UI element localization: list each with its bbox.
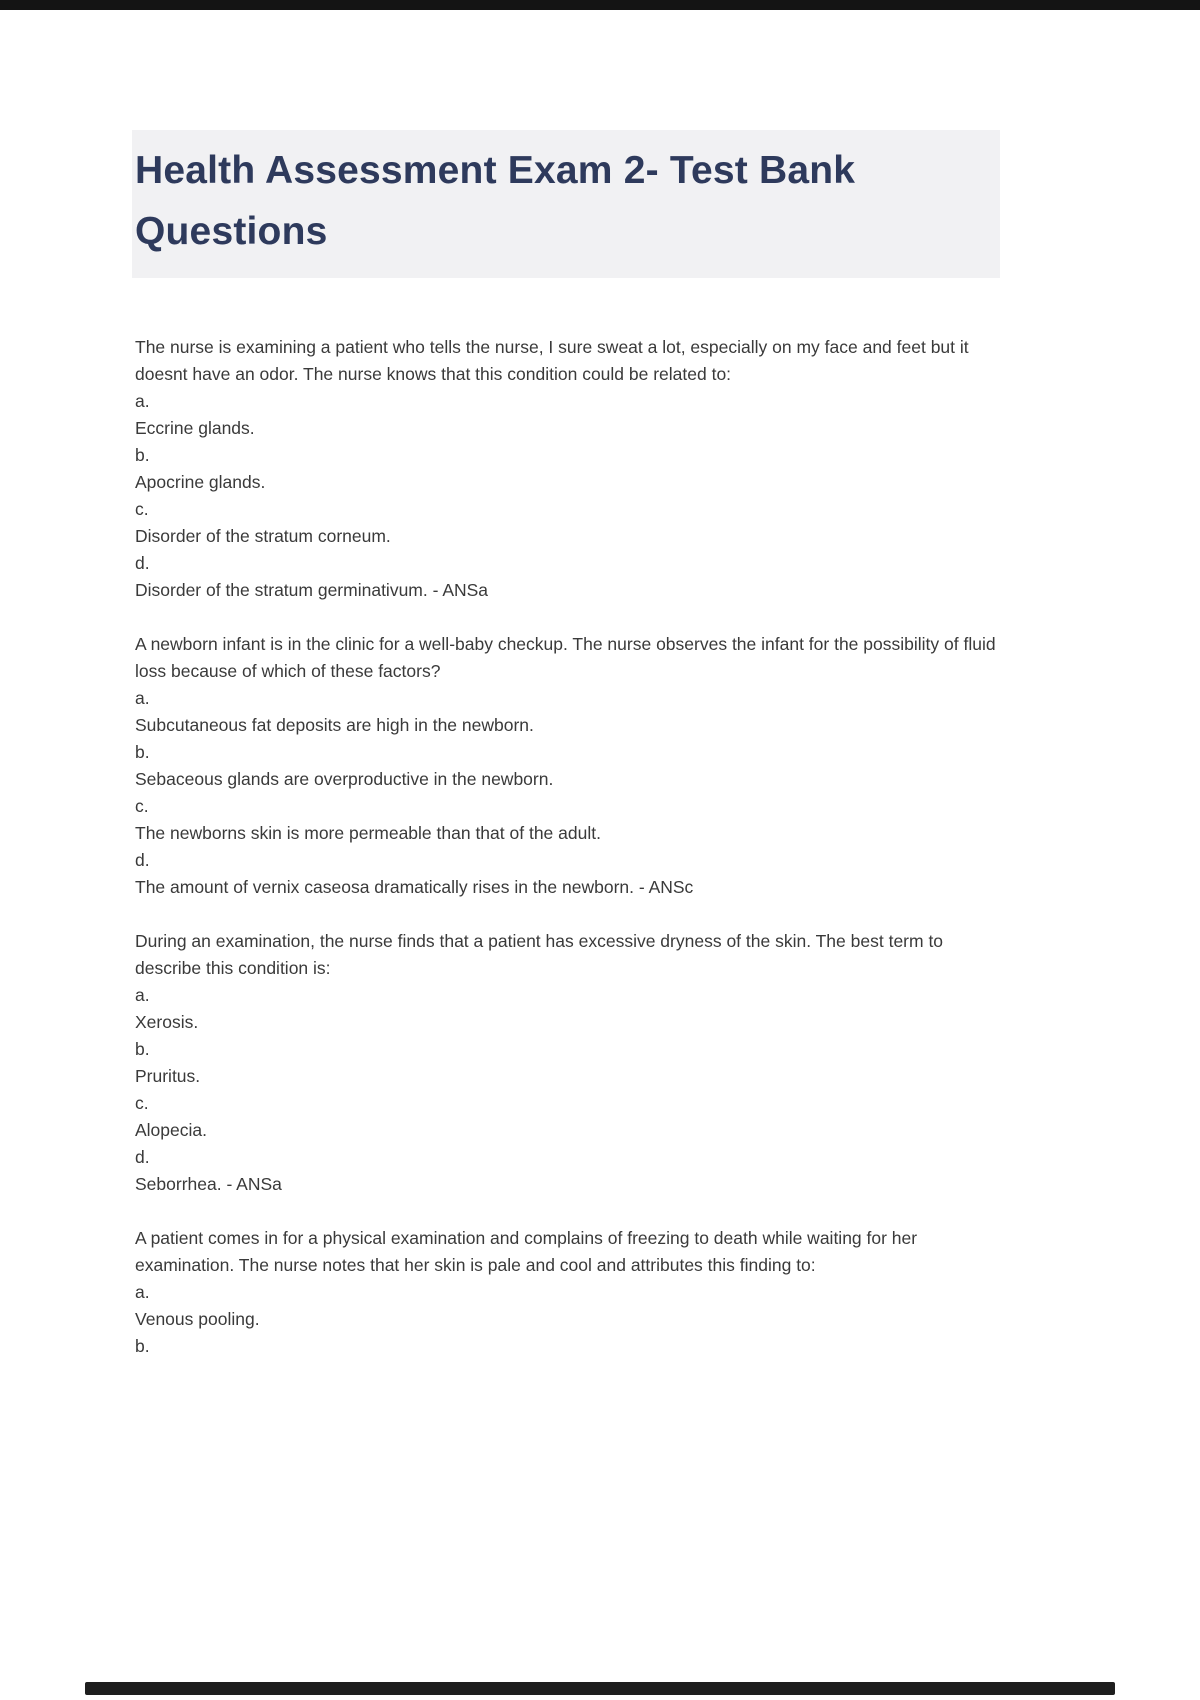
question	[135, 928, 1000, 1198]
question	[135, 631, 1000, 901]
question-lines	[135, 982, 1000, 1198]
question	[135, 1225, 1000, 1360]
bottom-edge-bar	[85, 1682, 1115, 1695]
option-text: Disorder of the stratum germinativum. - ANSa	[135, 580, 489, 600]
questions	[135, 334, 1000, 1360]
option-text: Sebaceous glands are overproductive in the newborn.	[135, 769, 554, 789]
question-stem: During an examination, the nurse finds that a patient has excessive dryness of the skin. The best term to describe this condition is:	[135, 931, 944, 978]
question-stem: The nurse is examining a patient who tells the nurse, I sure sweat a lot, especially on my face and feet but it doesnt have an odor. The nurse knows that this condition could be related to:	[135, 337, 969, 384]
option-text: Venous pooling.	[135, 1309, 260, 1329]
option-text: Eccrine glands.	[135, 418, 255, 438]
option-letter: a.	[135, 985, 150, 1005]
question-lines	[135, 388, 1000, 604]
page-content	[135, 130, 1000, 1387]
option-letter: c.	[135, 499, 149, 519]
option-letter: c.	[135, 796, 149, 816]
question-stem: A patient comes in for a physical examination and complains of freezing to death while waiting for her examination. The nurse notes that her skin is pale and cool and attributes this finding to:	[135, 1228, 918, 1275]
option-letter: d.	[135, 850, 150, 870]
option-letter: b.	[135, 445, 150, 465]
title-line-2: Questions	[135, 210, 328, 253]
option-letter: b.	[135, 742, 150, 762]
question-lines	[135, 685, 1000, 901]
option-text: Alopecia.	[135, 1120, 207, 1140]
option-text: Apocrine glands.	[135, 472, 266, 492]
option-text: The newborns skin is more permeable than that of the adult.	[135, 823, 601, 843]
option-letter: a.	[135, 391, 150, 411]
question	[135, 334, 1000, 604]
option-letter: d.	[135, 1147, 150, 1167]
option-letter: b.	[135, 1039, 150, 1059]
question-lines	[135, 1279, 1000, 1360]
option-text: Seborrhea. - ANSa	[135, 1174, 282, 1194]
title-line-1: Health Assessment Exam 2- Test Bank	[135, 149, 856, 192]
option-text: Disorder of the stratum corneum.	[135, 526, 391, 546]
option-text: Pruritus.	[135, 1066, 201, 1086]
page-title	[132, 130, 1000, 278]
option-text: The amount of vernix caseosa dramatically rises in the newborn. - ANSc	[135, 877, 694, 897]
option-letter: b.	[135, 1336, 150, 1356]
option-letter: a.	[135, 688, 150, 708]
option-text: Xerosis.	[135, 1012, 199, 1032]
question-stem: A newborn infant is in the clinic for a well-baby checkup. The nurse observes the infant for the possibility of fluid loss because of which of these factors?	[135, 634, 996, 681]
top-edge-bar	[0, 0, 1200, 10]
option-letter: a.	[135, 1282, 150, 1302]
option-letter: d.	[135, 553, 150, 573]
option-text: Subcutaneous fat deposits are high in the newborn.	[135, 715, 534, 735]
option-letter: c.	[135, 1093, 149, 1113]
